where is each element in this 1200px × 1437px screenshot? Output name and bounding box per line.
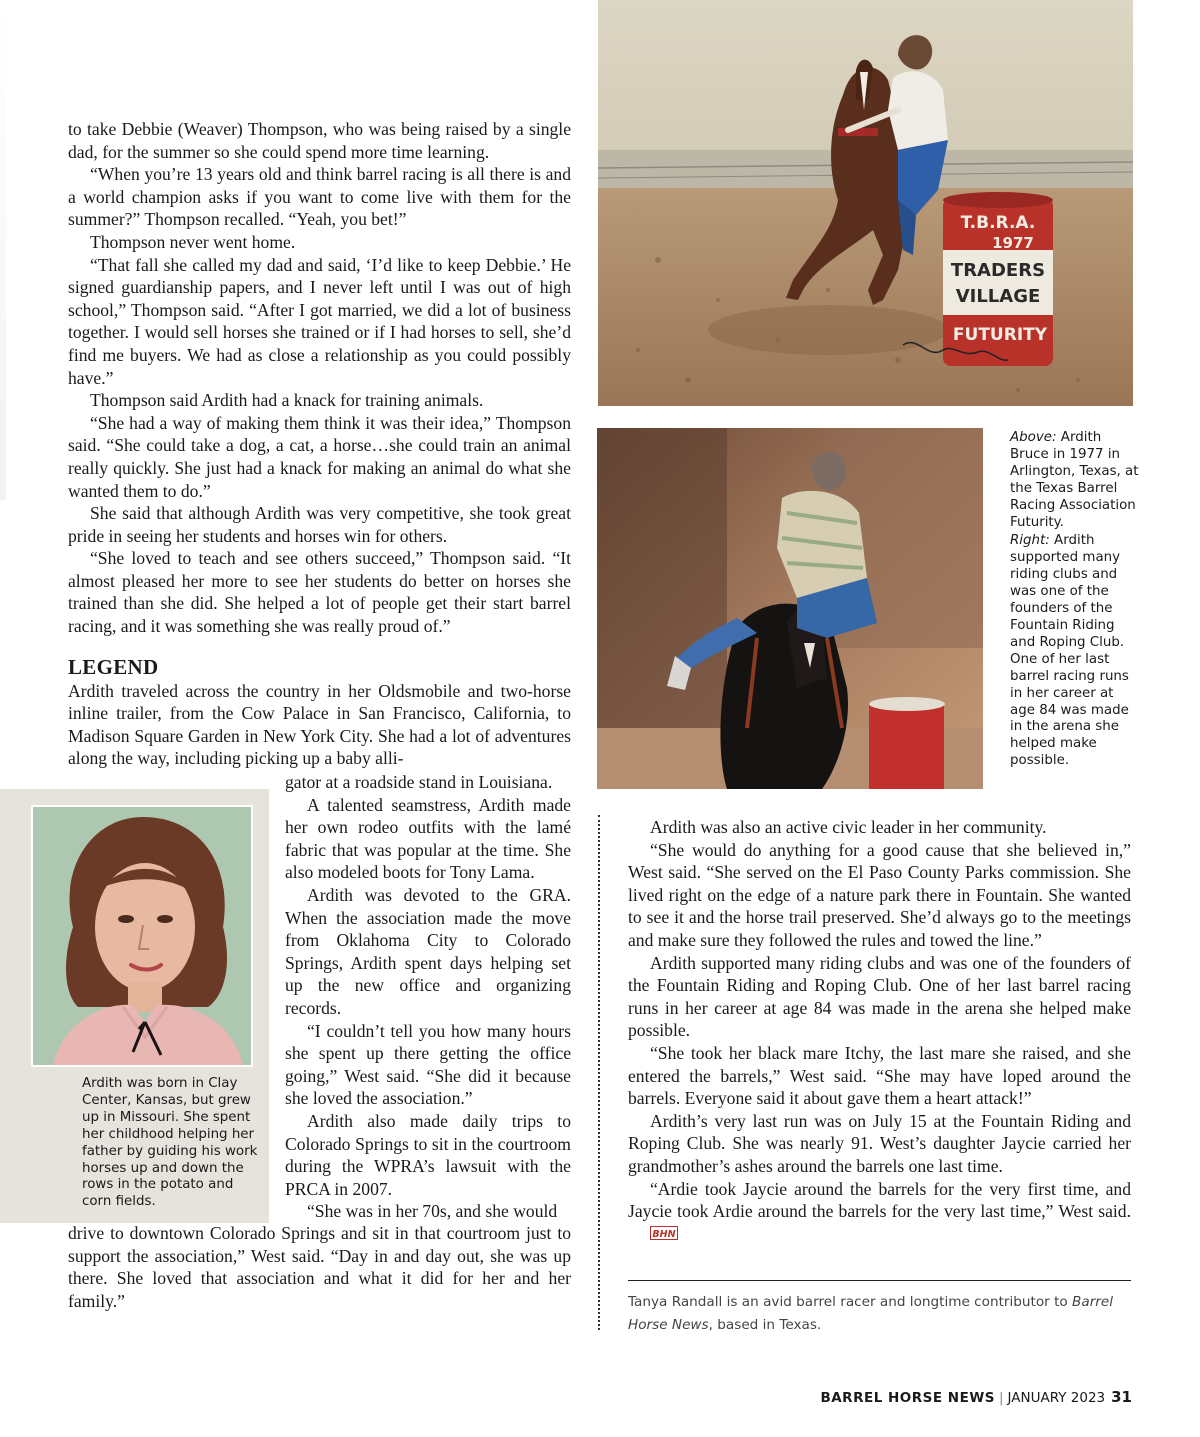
author-bio-publication: Barrel Horse News [628, 1294, 1114, 1333]
paragraph: She said that although Ardith was very competitive, she took great pride in seeing her students and horses win for others. [68, 503, 571, 546]
paragraph: “She took her black mare Itchy, the last mare she raised, and she entered the barrels,” West said. “She may have loped around the barrels. Everyone said it about gave them a heart attack!” [628, 1042, 1131, 1109]
photo-ardith-black-mare [597, 428, 983, 789]
paragraph: “That fall she called my dad and said, ‘I’d like to keep Debbie.’ He signed guardianship papers, and I never left until I was out of high school,” Thompson said. “After I got married, we did a lot of business together. I would sell horses she trained or if I had horses to sell, she’d find me buyers. We had as close a relationship as you could possibly have.” [68, 254, 571, 388]
page-footer [820, 1388, 1132, 1406]
paragraph: Thompson never went home. [90, 231, 296, 252]
paragraph: Ardith was also an active civic leader in her community. [650, 817, 1047, 837]
paragraph: to take Debbie (Weaver) Thompson, who was being raised by a single dad, for the summer so she could spend more time learning. [68, 119, 571, 162]
photo-young-ardith-portrait [31, 805, 253, 1067]
photo-captions [1010, 430, 1140, 772]
paragraph: “She would do anything for a good cause that she believed in,” West said. “She served on the El Paso County Parks commission. She lived right on the edge of a nature park there in Fountain. She wanted to see it and the horse trail preserved. She’d always go to the meetings and make sure they followed the rules and towed the line.” [628, 839, 1131, 950]
paragraph: Ardith was devoted to the GRA. When the association made the move from Oklahoma City to Colorado Springs, Ardith spent days helping set up the new office and organizing records. [285, 884, 571, 1018]
section-heading-legend: LEGEND [68, 654, 159, 679]
paragraph: “I couldn’t tell you how many hours she spent up there getting the office going,” West said. “She did it because she loved the association.” [285, 1020, 571, 1109]
paragraph: “She had a way of making them think it was their idea,” Thompson said. “She could take a dog, a cat, a horse…she could train an animal really quickly. She just had a knack for making an animal do what she wanted them to do.” [68, 412, 571, 501]
article-right-column [628, 816, 1131, 1245]
article-wrap-column [285, 771, 571, 1223]
page-edge-shadow [0, 0, 6, 500]
paragraph: “She loved to teach and see others succeed,” Thompson said. “It almost pleased her more to see her students do better on horses she trained than she did. She helped a lot of people get their start barrel racing, and it was something she was really proud of.” [68, 548, 571, 637]
footer-brand: BARREL HORSE NEWS [820, 1390, 995, 1406]
caption-above-text: Ardith Bruce in 1977 in Arlington, Texas, at the Texas Barrel Racing Association Futurity. [1010, 430, 1139, 530]
page-number: 31 [1111, 1388, 1132, 1406]
author-bio-text: Tanya Randall is an avid barrel racer and longtime contributor to [628, 1294, 1073, 1310]
paragraph: Ardith supported many riding clubs and was one of the founders of the Fountain Riding and Roping Club. One of her last barrel racing runs in her career at age 84 was made in the arena she helped make possible. [628, 952, 1131, 1041]
paragraph-final [628, 1178, 1131, 1246]
column-divider [598, 815, 600, 1330]
caption-above-label: Above: [1010, 430, 1057, 445]
paragraph: “She was in her 70s, and she would [307, 1201, 558, 1222]
author-bio [628, 1291, 1131, 1337]
barrel-sign-line1: T.B.R.A. [960, 213, 1036, 233]
barrel-sign-line2: 1977 [992, 234, 1034, 252]
paragraph: A talented seamstress, Ardith made her own rodeo outfits with the lamé fabric that was popular at the time. She also modeled boots for Tony Lama. [285, 794, 571, 883]
paragraph: Ardith’s very last run was on July 15 at the Fountain Riding and Roping Club. She was nearly 91. West’s daughter Jaycie carried her grandmother’s ashes around the barrels one last time. [628, 1110, 1131, 1176]
footer-issue: JANUARY 2023 [1007, 1390, 1106, 1406]
article-bottom-left [68, 1222, 571, 1312]
caption-right-label: Right: [1010, 533, 1050, 549]
paragraph: “When you’re 13 years old and think barrel racing is all there is and a world champion asks if you want to come live with them for the summer?” Thompson recalled. “Yeah, you bet!” [68, 164, 571, 230]
bhn-end-mark-icon [628, 1223, 678, 1246]
paragraph: Ardith also made daily trips to Colorado Springs to sit in the courtroom during the WPRA’s lawsuit with the PRCA in 2007. [285, 1110, 571, 1199]
caption-above [1010, 430, 1140, 531]
barrel-sign-line5: FUTURITY [952, 325, 1048, 345]
paragraph: Thompson said Ardith had a knack for training animals. [90, 390, 484, 411]
footer-separator: | [998, 1390, 1004, 1406]
paragraph-final-text: “Ardie took Jaycie around the barrels for the very first time, and Jaycie took Ardie around the barrels for the very last time,” West said. [628, 1178, 1131, 1222]
paragraph: gator at a roadside stand in Louisiana. [285, 772, 553, 792]
caption-right [1010, 533, 1140, 770]
photo-1977-barrel-race [598, 0, 1133, 406]
bio-divider [628, 1280, 1131, 1281]
caption-portrait: Ardith was born in Clay Center, Kansas, but grew up in Missouri. She spent her childhood helping her father by guiding his work horses up and down the rows in the potato and corn fields. [82, 1076, 258, 1210]
paragraph: Ardith traveled across the country in her Oldsmobile and two-horse inline trailer, from the Cow Palace in San Francisco, California, to Madison Square Garden in New York City. She had a lot of adventures along the way, including picking up a baby alli- [68, 680, 571, 769]
barrel-sign-line3: TRADERS [950, 260, 1046, 281]
barrel-sign-line4: VILLAGE [955, 286, 1041, 307]
caption-right-text: Ardith supported many riding clubs and was one of the founders of the Fountain Riding and Roping Club. One of her last barrel racing runs in her career at age 84 was made in the arena she helped make possible. [1010, 533, 1129, 769]
bhn-end-mark-text: BHN [652, 1228, 676, 1240]
paragraph: drive to downtown Colorado Springs and sit in that courtroom just to support the association,” West said. “Day in and day out, she was up there. She loved that association and what it did for her and her family.” [68, 1223, 571, 1311]
article-left-column [68, 118, 571, 770]
author-bio-end: , based in Texas. [708, 1317, 822, 1333]
